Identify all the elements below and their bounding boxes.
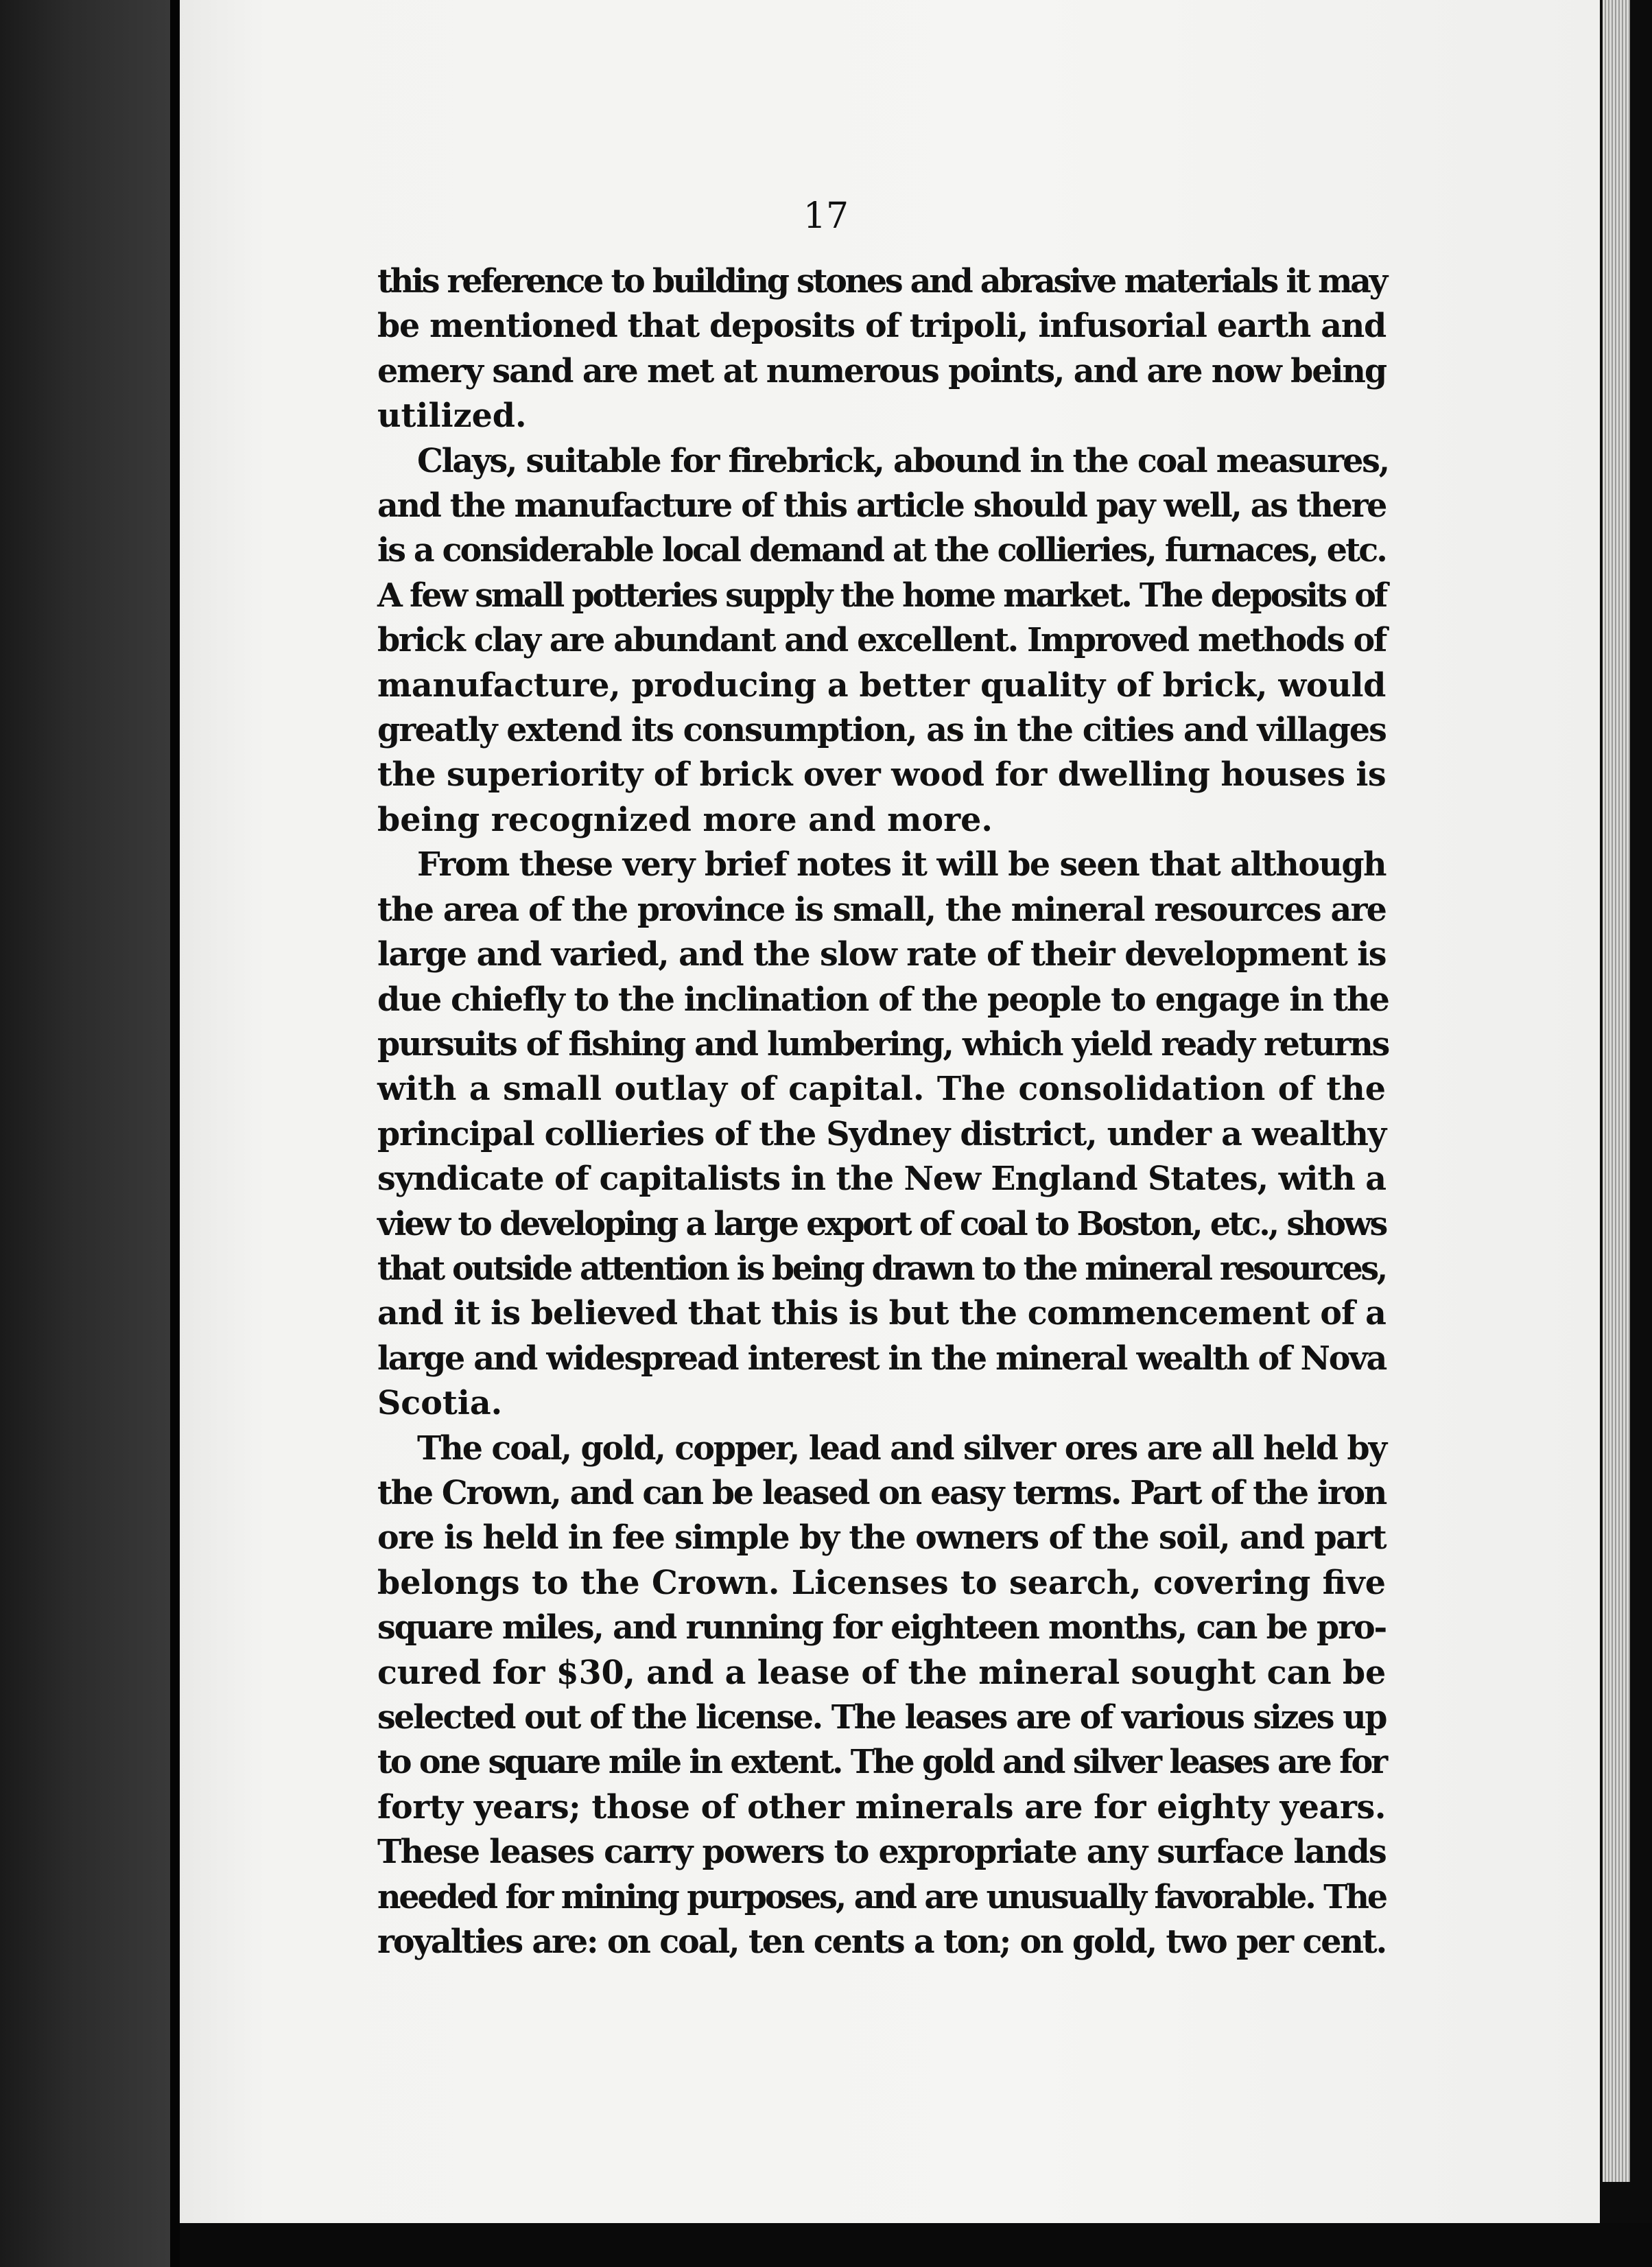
scan-bottom-margin	[180, 2223, 1652, 2267]
text-line: ore is held in fee simple by the owners of the soil, and part	[377, 1518, 1386, 1558]
text-line: Scotia.	[377, 1384, 503, 1423]
text-line: the Crown, and can be leased on easy terms. Part of the iron	[377, 1473, 1386, 1512]
paragraph	[377, 843, 1389, 1426]
text-line: and it is believed that this is but the commencement of a	[377, 1294, 1386, 1333]
paragraph	[377, 439, 1389, 843]
text-line: that outside attention is being drawn to the mineral resources,	[377, 1249, 1386, 1288]
text-line: the superiority of brick over wood for dwelling houses is	[377, 755, 1386, 795]
text-line: These leases carry powers to expropriate any surface lands	[377, 1833, 1386, 1872]
text-line: with a small outlay of capital. The consolidation of the	[377, 1070, 1386, 1109]
text-line: principal collieries of the Sydney district, under a wealthy	[377, 1114, 1386, 1153]
text-line: large and varied, and the slow rate of their development is	[377, 935, 1386, 974]
paragraph	[377, 259, 1386, 439]
text-line: emery sand are met at numerous points, and are now being	[377, 351, 1386, 390]
text-line: to one square mile in extent. The gold and silver leases are for	[377, 1743, 1386, 1782]
text-line: greatly extend its consumption, as in the cities and villages	[377, 711, 1386, 750]
text-line: From these very brief notes it will be seen that although	[417, 845, 1386, 884]
text-line: cured for $30, and a lease of the mineral sought can be	[377, 1653, 1386, 1692]
text-line: this reference to building stones and abrasive materials it may	[377, 262, 1386, 301]
text-line: is a considerable local demand at the collieries, furnaces, etc.	[377, 531, 1386, 570]
text-line: being recognized more and more.	[377, 800, 993, 839]
text-line: manufacture, producing a better quality of brick, would	[377, 666, 1386, 705]
text-line: royalties are: on coal, ten cents a ton; on gold, two per cent.	[377, 1923, 1386, 1962]
text-line: needed for mining purposes, and are unusually favorable. The	[377, 1877, 1386, 1916]
text-line: the area of the province is small, the mineral resources are	[377, 890, 1386, 929]
text-line: The coal, gold, copper, lead and silver ores are all held by	[417, 1429, 1386, 1468]
page-number: 17	[803, 196, 849, 237]
text-line: A few small potteries supply the home market. The deposits of	[377, 576, 1386, 615]
text-line: be mentioned that deposits of tripoli, infusorial earth and	[377, 307, 1386, 346]
text-line: syndicate of capitalists in the New England States, with a	[377, 1160, 1386, 1199]
text-line: selected out of the license. The leases are of various sizes up	[377, 1698, 1386, 1737]
text-line: due chiefly to the inclination of the people to engage in the	[377, 980, 1389, 1019]
text-line: brick clay are abundant and excellent. Improved methods of	[377, 621, 1386, 660]
text-line: large and widespread interest in the mineral wealth of Nova	[377, 1339, 1386, 1378]
scan-left-margin	[0, 0, 175, 2267]
text-line: Clays, suitable for firebrick, abound in the coal measures,	[417, 441, 1389, 480]
text-line: forty years; those of other minerals are for eighty years.	[377, 1787, 1386, 1826]
text-line: square miles, and running for eighteen months, can be pro-	[377, 1608, 1386, 1647]
page-stack-edge	[1603, 0, 1630, 2182]
text-line: view to developing a large export of coal to Boston, etc., shows	[377, 1204, 1386, 1243]
text-line: pursuits of fishing and lumbering, which yield ready returns	[377, 1024, 1389, 1064]
text-line: and the manufacture of this article should pay well, as there	[377, 486, 1386, 526]
paragraph	[377, 1426, 1386, 1965]
text-line: belongs to the Crown. Licenses to search, covering five	[377, 1563, 1386, 1602]
text-line: utilized.	[377, 397, 527, 436]
book-spine	[170, 0, 180, 2267]
body-text	[377, 259, 1389, 1964]
